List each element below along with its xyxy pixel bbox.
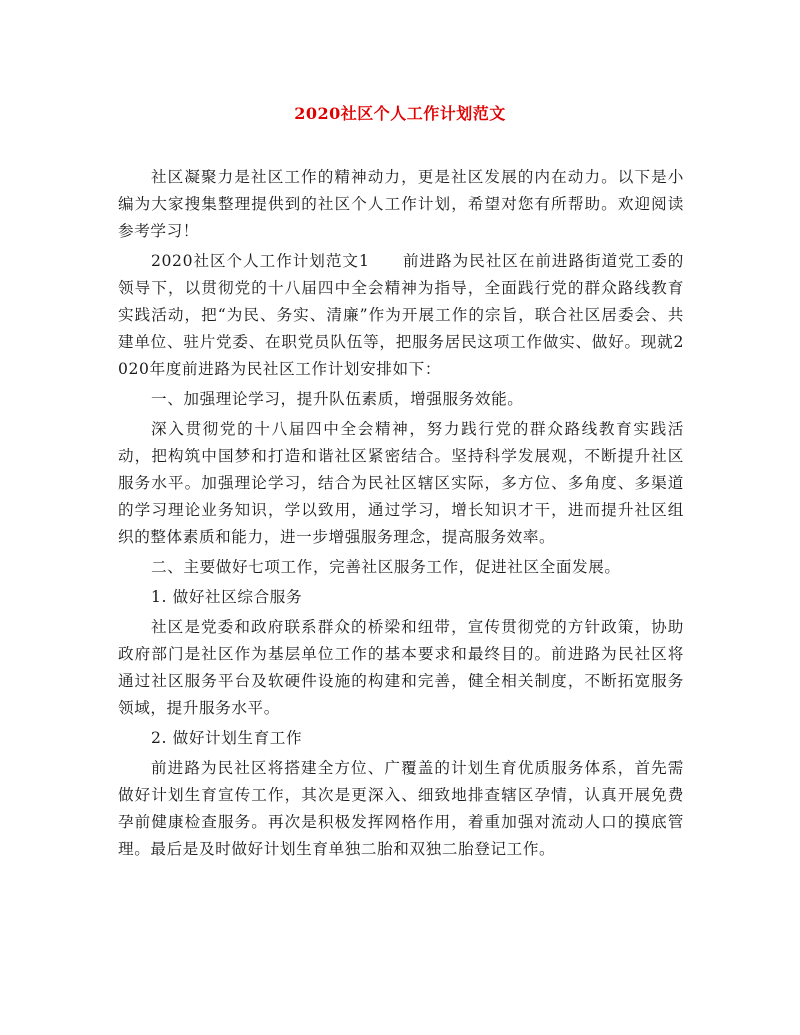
subheading-2: 2. 做好计划生育工作	[151, 729, 303, 747]
section-heading-2: 二、主要做好七项工作，完善社区服务工作，促进社区全面发展。	[151, 558, 621, 576]
document-title: 2020社区个人工作计划范文	[294, 104, 506, 123]
paragraph-intro: 社区凝聚力是社区工作的精神动力，更是社区发展的内在动力。以下是小编为大家搜集整理提供到的社区个人工作计划，希望对您有所帮助。欢迎阅读参考学习！	[118, 168, 684, 240]
document-body	[118, 164, 684, 863]
section-heading-1: 一、加强理论学习，提升队伍素质，增强服务效能。	[151, 390, 524, 408]
paragraph-plan-overview: 2020社区个人工作计划范文1 前进路为民社区在前进路街道党工委的领导下，以贯彻党的十八届四中全会精神为指导，全面践行党的群众路线教育实践活动，把“为民、务实、清廉”作为开展工作的宗旨，联合社区居委会、共建单位、驻片党委、在职党员队伍等，把服务居民这项工作做实、做好。现就2020年度前进路为民社区工作计划安排如下：	[118, 252, 684, 378]
paragraph-subsection-2: 前进路为民社区将搭建全方位、广覆盖的计划生育优质服务体系，首先需做好计划生育宣传工作，其次是更深入、细致地排查辖区孕情，认真开展免费孕前健康检查服务。再次是积极发挥网格作用，着重加强对流动人口的摸底管理。最后是及时做好计划生育单独二胎和双独二胎登记工作。	[118, 759, 684, 858]
paragraph-subsection-1: 社区是党委和政府联系群众的桥梁和纽带，宣传贯彻党的方针政策，协助政府部门是社区作为基层单位工作的基本要求和最终目的。前进路为民社区将通过社区服务平台及软硬件设施的构建和完善，健全相关制度，不断拓宽服务领域，提升服务水平。	[118, 618, 684, 717]
subheading-1: 1. 做好社区综合服务	[151, 588, 303, 606]
paragraph-section-1: 深入贯彻党的十八届四中全会精神，努力践行党的群众路线教育实践活动，把构筑中国梦和打造和谐社区紧密结合。坚持科学发展观，不断提升社区服务水平。加强理论学习，结合为民社区辖区实际，多方位、多角度、多渠道的学习理论业务知识，学以致用，通过学习，增长知识才干，进而提升社区组织的整体素质和能力，进一步增强服务理念，提高服务效率。	[118, 420, 684, 546]
